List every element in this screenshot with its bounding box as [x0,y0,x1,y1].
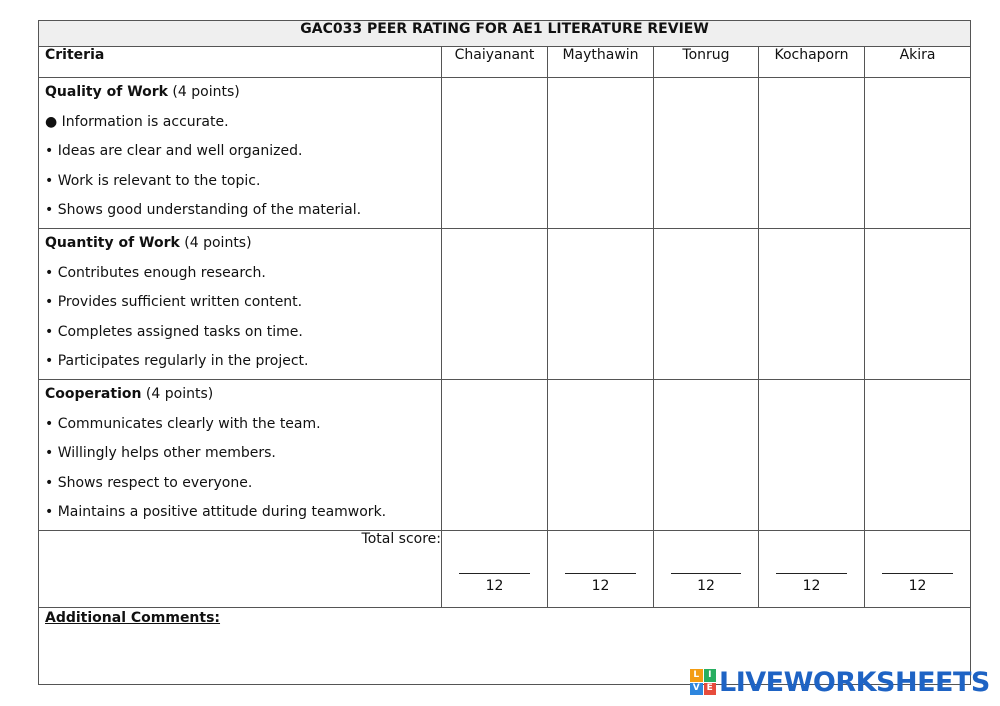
total-score-cell-akira[interactable] [865,530,971,607]
rating-cell-chaiyanant[interactable] [442,379,548,530]
header-row [39,47,971,78]
table-title: GAC033 PEER RATING FOR AE1 LITERATURE REVIEW [39,21,971,47]
peer-rating-table [38,20,971,685]
liveworksheets-logo [690,668,990,696]
max-score: 12 [908,577,927,594]
criterion-item: • Participates regularly in the project. [45,353,309,370]
student-header-kochaporn: Kochaporn [759,47,865,78]
criterion-item: • Maintains a positive attitude during teamwork. [45,504,387,521]
max-score: 12 [591,577,610,594]
criterion-item: ● Information is accurate. [45,113,229,130]
criterion-item: • Ideas are clear and well organized. [45,143,303,160]
logo-tile: I [704,669,717,682]
section-name: Quantity of Work [45,234,180,251]
criterion-item: • Communicates clearly with the team. [45,415,321,432]
total-score-cell-tonrug[interactable] [654,530,759,607]
rating-cell-maythawin[interactable] [548,78,654,229]
rating-cell-kochaporn[interactable] [759,379,865,530]
section-heading [45,80,441,110]
criterion-item: • Work is relevant to the topic. [45,172,261,189]
criteria-header: Criteria [39,47,442,78]
rating-cell-kochaporn[interactable] [759,78,865,229]
section-name: Quality of Work [45,84,168,100]
logo-tile: L [690,669,703,682]
total-score-cell-kochaporn[interactable] [759,530,865,607]
score-blank-line[interactable] [882,573,953,574]
criterion-item: • Shows good understanding of the material. [45,202,362,219]
max-score: 12 [485,577,504,594]
student-header-chaiyanant: Chaiyanant [442,47,548,78]
rating-cell-maythawin[interactable] [548,379,654,530]
logo-mark-icon [690,669,716,695]
criterion-item: • Provides sufficient written content. [45,294,303,311]
rating-cell-akira[interactable] [865,78,971,229]
rating-cell-maythawin[interactable] [548,228,654,379]
total-score-row [39,530,971,607]
section-heading [45,382,441,412]
score-blank-line[interactable] [459,573,530,574]
score-blank-line[interactable] [776,573,847,574]
comments-label: Additional Comments: [45,609,221,626]
section-name: Cooperation [45,385,142,402]
criterion-item: • Completes assigned tasks on time. [45,323,303,340]
logo-text: LIVEWORKSHEETS [719,666,990,698]
section-points: (4 points) [184,234,252,251]
section-quality-of-work [39,78,971,229]
max-score: 12 [802,577,821,594]
student-header-maythawin: Maythawin [548,47,654,78]
rating-cell-chaiyanant[interactable] [442,228,548,379]
score-blank-line[interactable] [671,573,741,574]
total-score-cell-chaiyanant[interactable] [442,530,548,607]
logo-tile: E [704,683,717,696]
section-points: (4 points) [172,84,240,100]
criteria-cell [39,78,442,229]
score-blank-line[interactable] [565,573,636,574]
student-header-tonrug: Tonrug [654,47,759,78]
section-heading [45,231,441,261]
section-cooperation [39,379,971,530]
rating-cell-akira[interactable] [865,228,971,379]
criterion-item: • Shows respect to everyone. [45,474,253,491]
criteria-cell [39,379,442,530]
rating-cell-chaiyanant[interactable] [442,78,548,229]
criterion-item: • Contributes enough research. [45,264,266,281]
logo-tile: V [690,683,703,696]
rating-cell-kochaporn[interactable] [759,228,865,379]
rating-cell-tonrug[interactable] [654,78,759,229]
rating-cell-tonrug[interactable] [654,228,759,379]
section-points: (4 points) [145,385,214,402]
total-score-label: Total score: [39,530,442,607]
rating-cell-akira[interactable] [865,379,971,530]
student-header-akira: Akira [865,47,971,78]
max-score: 12 [697,577,715,594]
rating-cell-tonrug[interactable] [654,379,759,530]
total-score-cell-maythawin[interactable] [548,530,654,607]
criterion-item: • Willingly helps other members. [45,445,276,462]
section-quantity-of-work [39,228,971,379]
criteria-cell [39,228,442,379]
